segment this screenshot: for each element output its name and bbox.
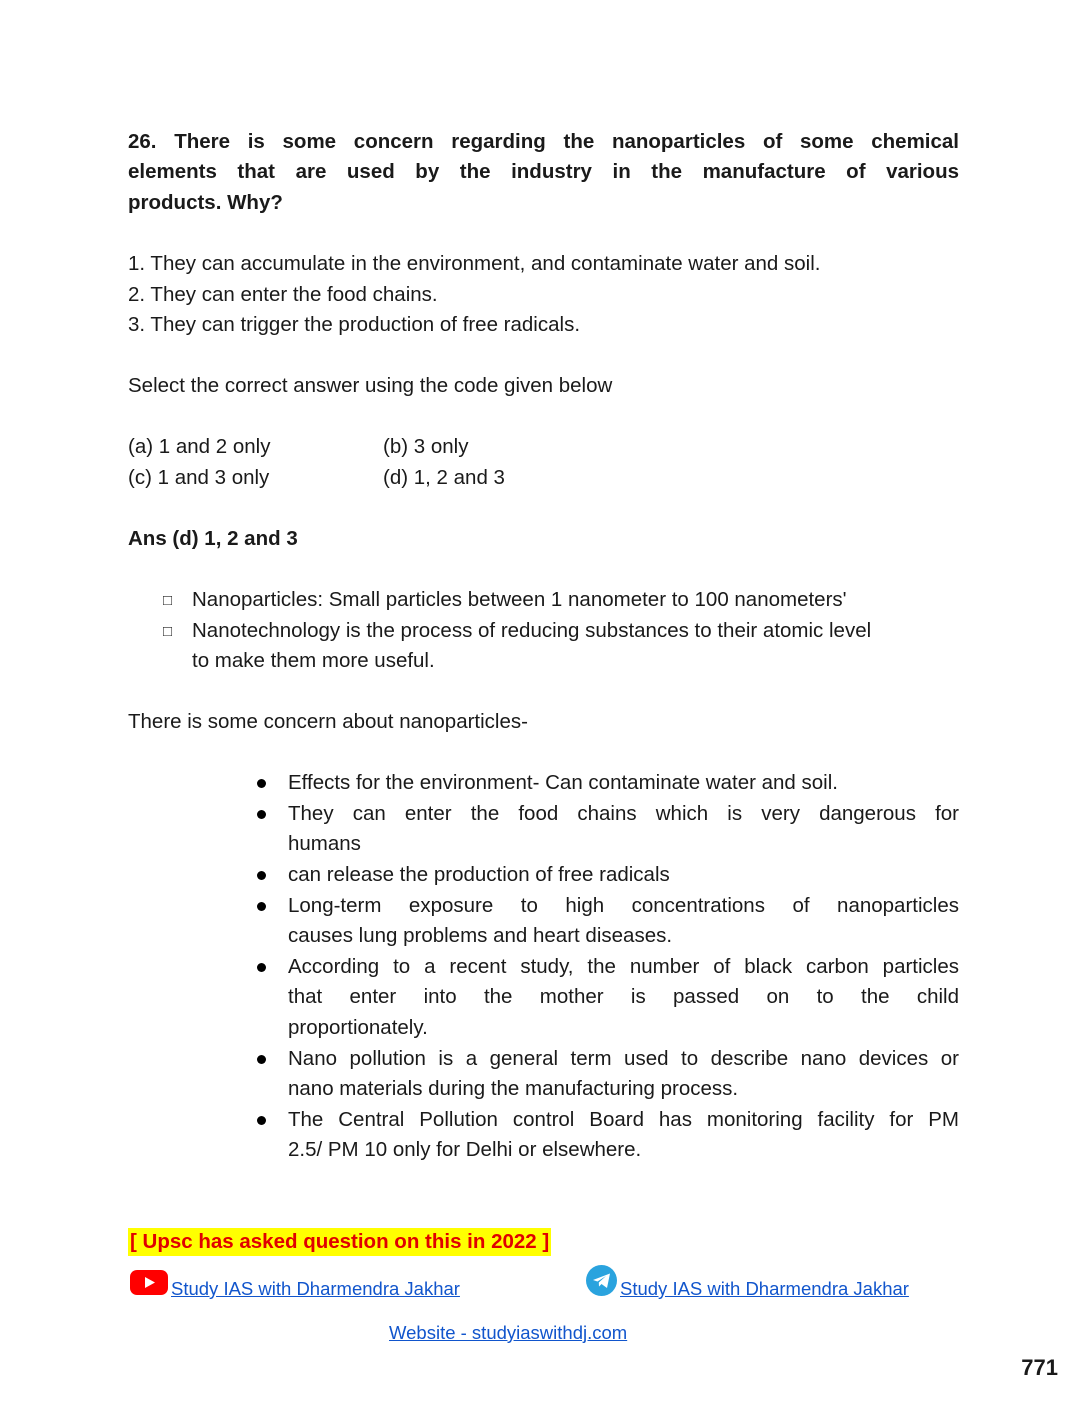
question-line-3: products. Why? <box>128 191 283 214</box>
bullet-icon <box>257 1055 266 1064</box>
bullet-icon <box>257 779 266 788</box>
option-c: (c) 1 and 3 only <box>128 466 270 489</box>
concern-7-line-2: 2.5/ PM 10 only for Delhi or elsewhere. <box>288 1138 642 1161</box>
concern-1: Effects for the environment- Can contaminate water and soil. <box>288 771 838 794</box>
youtube-channel-link[interactable]: Study IAS with Dharmendra Jakhar <box>171 1278 460 1299</box>
square-bullet-icon: □ <box>163 592 173 609</box>
bullet-icon <box>257 810 266 819</box>
statement-2: 2. They can enter the food chains. <box>128 283 438 306</box>
bullet-icon <box>257 963 266 972</box>
statement-1: 1. They can accumulate in the environment, and contaminate water and soil. <box>128 252 821 275</box>
bullet-icon <box>257 871 266 880</box>
square-bullet-icon: □ <box>163 623 173 640</box>
website-link[interactable]: Website - studyiaswithdj.com <box>389 1322 628 1343</box>
page-number: 771 <box>1021 1355 1058 1380</box>
concern-4-line-2: causes lung problems and heart diseases. <box>288 924 673 947</box>
question-line-2: elements that are used by the industry in the manufacture of various <box>128 160 959 183</box>
concern-3: can release the production of free radicals <box>288 863 670 886</box>
bullet-icon <box>257 1116 266 1125</box>
concern-2-line-2: humans <box>288 832 361 855</box>
concern-6-line-2: nano materials during the manufacturing process. <box>288 1077 739 1100</box>
concern-5-line-3: proportionately. <box>288 1016 428 1039</box>
note-2-line-2: to make them more useful. <box>192 649 435 672</box>
concern-heading: There is some concern about nanoparticles- <box>128 710 528 733</box>
concern-4-line-1: Long-term exposure to high concentrations of nanoparticles <box>288 894 959 917</box>
option-d: (d) 1, 2 and 3 <box>383 466 505 489</box>
concern-5-line-1: According to a recent study, the number of black carbon particles <box>288 955 959 978</box>
concern-5-line-2: that enter into the mother is passed on to the child <box>288 985 959 1008</box>
concern-7-line-1: The Central Pollution control Board has monitoring facility for PM <box>288 1108 959 1131</box>
upsc-highlight-note: [ Upsc has asked question on this in 2022 ] <box>128 1228 551 1256</box>
note-2-line-1: Nanotechnology is the process of reducing substances to their atomic level <box>192 619 872 642</box>
option-b: (b) 3 only <box>383 435 469 458</box>
answer: Ans (d) 1, 2 and 3 <box>128 527 298 550</box>
telegram-icon[interactable] <box>586 1265 617 1296</box>
telegram-channel-link[interactable]: Study IAS with Dharmendra Jakhar <box>620 1278 909 1299</box>
youtube-icon[interactable] <box>130 1270 168 1295</box>
question-line-1: 26. There is some concern regarding the nanoparticles of some chemical <box>128 130 959 153</box>
statement-3: 3. They can trigger the production of free radicals. <box>128 313 581 336</box>
note-1: Nanoparticles: Small particles between 1 nanometer to 100 nanometers' <box>192 588 847 611</box>
concern-6-line-1: Nano pollution is a general term used to describe nano devices or <box>288 1047 959 1070</box>
instruction: Select the correct answer using the code given below <box>128 374 613 397</box>
concern-2-line-1: They can enter the food chains which is very dangerous for <box>288 802 959 825</box>
bullet-icon <box>257 902 266 911</box>
option-a: (a) 1 and 2 only <box>128 435 271 458</box>
